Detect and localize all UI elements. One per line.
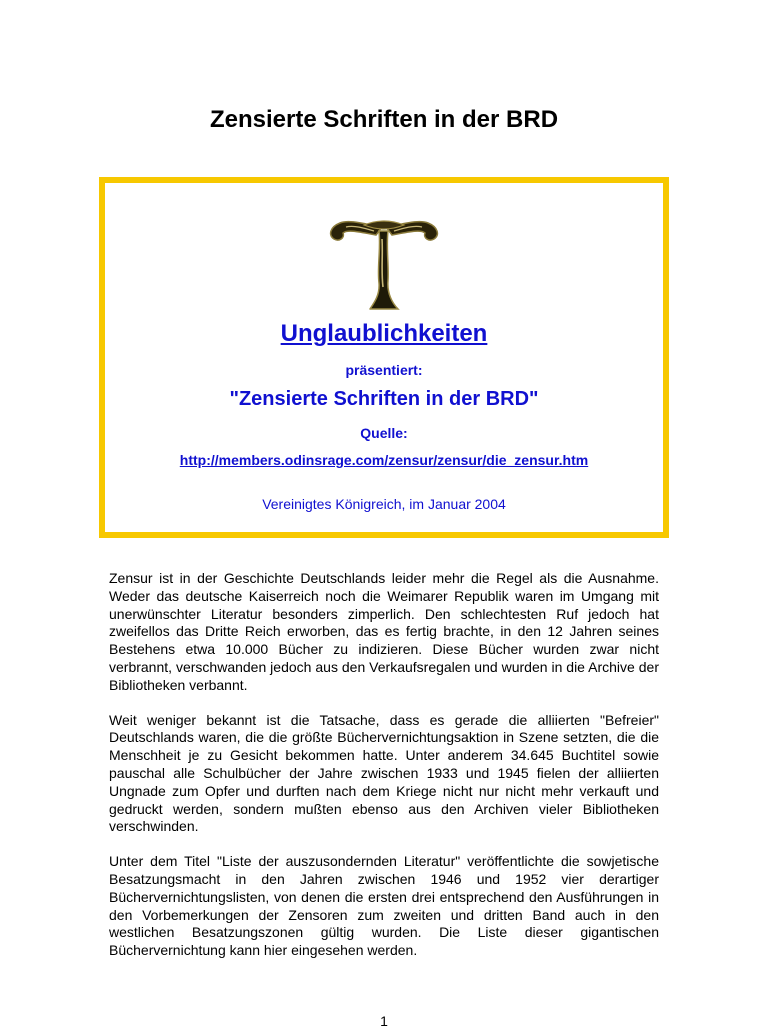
place-date: Vereinigtes Königreich, im Januar 2004 bbox=[262, 496, 506, 512]
source-label: Quelle: bbox=[360, 425, 408, 441]
document-title: "Zensierte Schriften in der BRD" bbox=[229, 388, 539, 410]
brand-link[interactable]: Unglaublichkeiten bbox=[280, 320, 488, 347]
presents-label: präsentiert: bbox=[345, 362, 423, 378]
paragraph-1: Zensur ist in der Geschichte Deutschlands leider mehr die Regel als die Ausnahme. Weder das deutsche Kaiserreich noch die Weimarer Republik waren im Umgang mit unerwünschter Literatur besonders zimperlich. Den schlechtesten Ruf jedoch hat zweifellos das Dritte Reich erworben, das es fertig brachte, in den 12 Jahren seines Bestehens etwa 10.000 Bücher zu indizieren. Diese Bücher wurden zwar nicht verbrannt, verschwanden jedoch aus den Verkaufsregalen und wurden in die Archive der Bibliotheken verbannt. bbox=[109, 570, 659, 693]
page-number: 1 bbox=[380, 1013, 388, 1029]
title-banner bbox=[99, 177, 669, 538]
ornamental-letter-t-icon bbox=[105, 205, 663, 317]
paragraph-3: Unter dem Titel "Liste der auszusondernden Literatur" veröffentlichte die sowjetische Besatzungsmacht in den Jahren zwischen 1946 und 1952 vier derartiger Büchervernichtungslisten, von denen die ersten drei entsprechend den Ausführungen in den Vorbemerkungen der Zensoren zum zweiten und dritten Band auch in den westlichen Besatzungszonen gültig wurden. Die Liste dieser gigantischen Büchervernichtung kann hier eingesehen werden. bbox=[109, 853, 659, 959]
source-url-link[interactable]: http://members.odinsrage.com/zensur/zensur/die_zensur.htm bbox=[179, 452, 589, 468]
body-text bbox=[109, 570, 659, 977]
paragraph-2: Weit weniger bekannt ist die Tatsache, dass es gerade die alliierten "Befreier" Deutschlands waren, die die größte Büchervernichtungsaktion in Szene setzten, die die Menschheit je zu Gesicht bekommen hatte. Unter anderem 34.645 Buchtitel sowie pauschal alle Schulbücher der Jahre zwischen 1933 und 1945 fielen der alliierten Ungnade zum Opfer und durften nach dem Kriege nicht nur nicht mehr verkauft und gedruckt werden, sondern mußten ebenso aus den Archiven vieler Bibliotheken verschwinden. bbox=[109, 711, 659, 835]
page-title: Zensierte Schriften in der BRD bbox=[209, 106, 559, 133]
logo-graphic bbox=[324, 205, 444, 317]
